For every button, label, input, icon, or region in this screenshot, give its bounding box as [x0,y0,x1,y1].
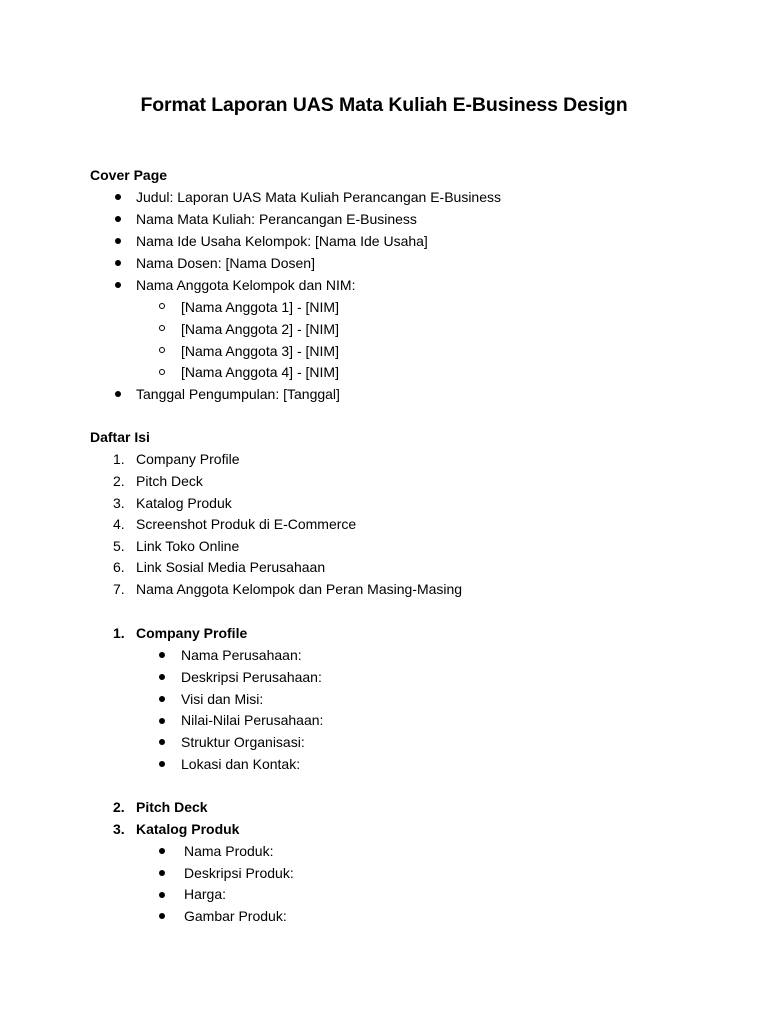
toc-item: Pitch Deck [136,473,203,489]
bullet-dot-icon [159,674,165,680]
cover-item-judul: Judul: Laporan UAS Mata Kuliah Perancangan E-Business [136,189,501,205]
field-item: Visi dan Misi: [181,691,264,707]
field-item: Nilai-Nilai Perusahaan: [181,712,324,728]
section-heading-company-profile: Company Profile [136,625,248,641]
bullet-circle-icon [159,347,165,353]
field-item: Harga: [184,886,227,902]
list-number: 1. [113,451,125,467]
cover-item-ide-usaha: Nama Ide Usaha Kelompok: [Nama Ide Usaha] [136,233,428,249]
section-heading-pitch-deck: Pitch Deck [136,799,208,815]
cover-item-tanggal: Tanggal Pengumpulan: [Tanggal] [136,386,340,402]
bullet-dot-icon [115,391,121,397]
bullet-dot-icon [115,260,121,266]
document-title: Format Laporan UAS Mata Kuliah E-Business Design [140,94,628,116]
field-item: Struktur Organisasi: [181,734,305,750]
bullet-circle-icon [159,369,165,375]
section-number: 1. [113,625,125,641]
bullet-dot-icon [159,652,165,658]
bullet-circle-icon [159,303,165,309]
field-item: Gambar Produk: [184,908,287,924]
field-item: Deskripsi Produk: [184,865,294,881]
bullet-dot-icon [115,282,121,288]
toc-item: Katalog Produk [136,495,232,511]
list-number: 3. [113,495,125,511]
field-item: Lokasi dan Kontak: [181,756,301,772]
list-number: 4. [113,516,125,532]
field-item: Nama Produk: [184,843,274,859]
list-number: 6. [113,559,125,575]
toc-item: Nama Anggota Kelompok dan Peran Masing-Masing [136,581,463,597]
cover-item-anggota: Nama Anggota Kelompok dan NIM: [136,277,356,293]
toc-item: Screenshot Produk di E-Commerce [136,516,357,532]
toc-item: Link Sosial Media Perusahaan [136,559,326,575]
bullet-dot-icon [115,194,121,200]
bullet-dot-icon [159,892,165,898]
list-number: 5. [113,538,125,554]
bullet-dot-icon [159,739,165,745]
bullet-circle-icon [159,325,165,331]
toc-item: Link Toko Online [136,538,240,554]
cover-item-mata-kuliah: Nama Mata Kuliah: Perancangan E-Business [136,211,417,227]
member-item: [Nama Anggota 3] - [NIM] [181,343,339,359]
toc-item: Company Profile [136,451,240,467]
cover-page-heading: Cover Page [90,167,168,183]
member-item: [Nama Anggota 2] - [NIM] [181,321,339,337]
list-number: 7. [113,581,125,597]
field-item: Nama Perusahaan: [181,647,302,663]
section-number: 2. [113,799,125,815]
bullet-dot-icon [115,216,121,222]
daftar-isi-heading: Daftar Isi [90,429,150,445]
bullet-dot-icon [159,696,165,702]
bullet-dot-icon [159,913,165,919]
bullet-dot-icon [159,870,165,876]
member-item: [Nama Anggota 4] - [NIM] [181,364,339,380]
member-item: [Nama Anggota 1] - [NIM] [181,299,339,315]
bullet-dot-icon [159,761,165,767]
bullet-dot-icon [159,718,165,724]
section-number: 3. [113,821,125,837]
bullet-dot-icon [159,848,165,854]
list-number: 2. [113,473,125,489]
section-heading-katalog-produk: Katalog Produk [136,821,240,837]
field-item: Deskripsi Perusahaan: [181,669,322,685]
bullet-dot-icon [115,238,121,244]
cover-item-dosen: Nama Dosen: [Nama Dosen] [136,255,315,271]
